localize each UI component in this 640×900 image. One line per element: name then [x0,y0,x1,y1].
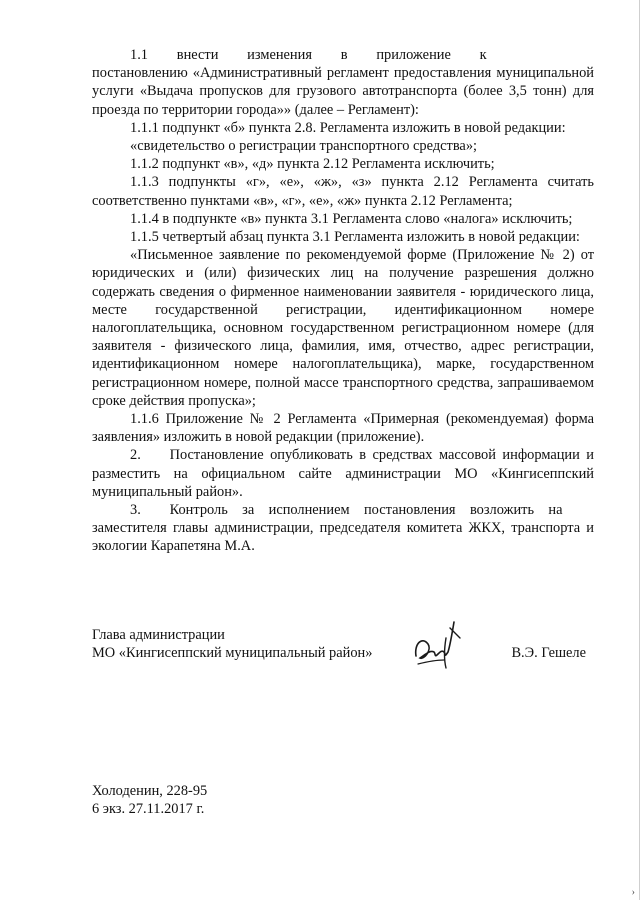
paragraph-1-1-2: 1.1.2 подпункт «в», «д» пункта 2.12 Регламента исключить; [130,156,495,173]
paragraph-1-1: 1.1 внести изменения в приложение к постановлению «Административный регламент предоставления муниципальной услуги «Выдача пропусков для грузового автотранспорта (более 3,5 тонн) для проезда по территории города»» (далее – Регламент): [92,47,594,118]
paragraph-1-1-6: 1.1.6 Приложение № 2 Регламента «Примерная (рекомендуемая) форма заявления» изложить в новой редакции (приложение). [92,411,594,446]
footer-block [92,782,207,818]
page-corner-mark: › [631,887,635,898]
paragraph-1-1-5: 1.1.5 четвертый абзац пункта 3.1 Регламента изложить в новой редакции: [130,229,580,246]
paragraph-3: 3. Контроль за исполнением постановления возложить на заместителя главы администрации, председателя комитета ЖКХ, транспорта и экологии Карапетяна М.А. [92,502,594,555]
executor-info: Холоденин, 228-95 [92,783,208,799]
signatory-title-line1: Глава администрации [92,627,225,643]
signatory-title-line2: МО «Кингисеппский муниципальный район» [92,645,373,662]
paragraph-1-1-1-text: «свидетельство о регистрации транспортного средства»; [130,138,478,155]
signatory-name: В.Э. Гешеле [511,645,586,661]
signature-block [92,626,594,662]
document-body [92,46,594,556]
handwritten-signature-icon [410,614,462,672]
paragraph-1-1-5-text: «Письменное заявление по рекомендуемой форме (Приложение № 2) от юридических и (или) физических лиц на получение разрешения должно содержать сведения о фирменное наименовании заявителя - юридического лица, месте государственной регистрации, идентификационном номере налогоплательщика, основном государственном регистрационном номере (для заявителя - физического лица, фамилия, имя, отчество, адрес регистрации, идентификационном номере налогоплательщика), марке, государственном регистрационном номере, полной массе транспортного средства, запрашиваемом сроке действия пропуска»; [92,247,594,409]
paragraph-1-1-1: 1.1.1 подпункт «б» пункта 2.8. Регламента изложить в новой редакции: [130,119,566,136]
copies-info: 6 экз. 27.11.2017 г. [92,801,205,818]
paragraph-2: 2. Постановление опубликовать в средствах массовой информации и разместить на официальном сайте администрации МО «Кингисеппский муниципальный район». [92,447,594,500]
paragraph-1-1-3: 1.1.3 подпункты «г», «е», «ж», «з» пункта 2.12 Регламента считать соответственно пунктами «в», «г», «е», «ж» пункта 2.12 Регламента; [92,174,594,209]
paragraph-1-1-4: 1.1.4 в подпункте «в» пункта 3.1 Регламента слово «налога» исключить; [130,210,573,227]
